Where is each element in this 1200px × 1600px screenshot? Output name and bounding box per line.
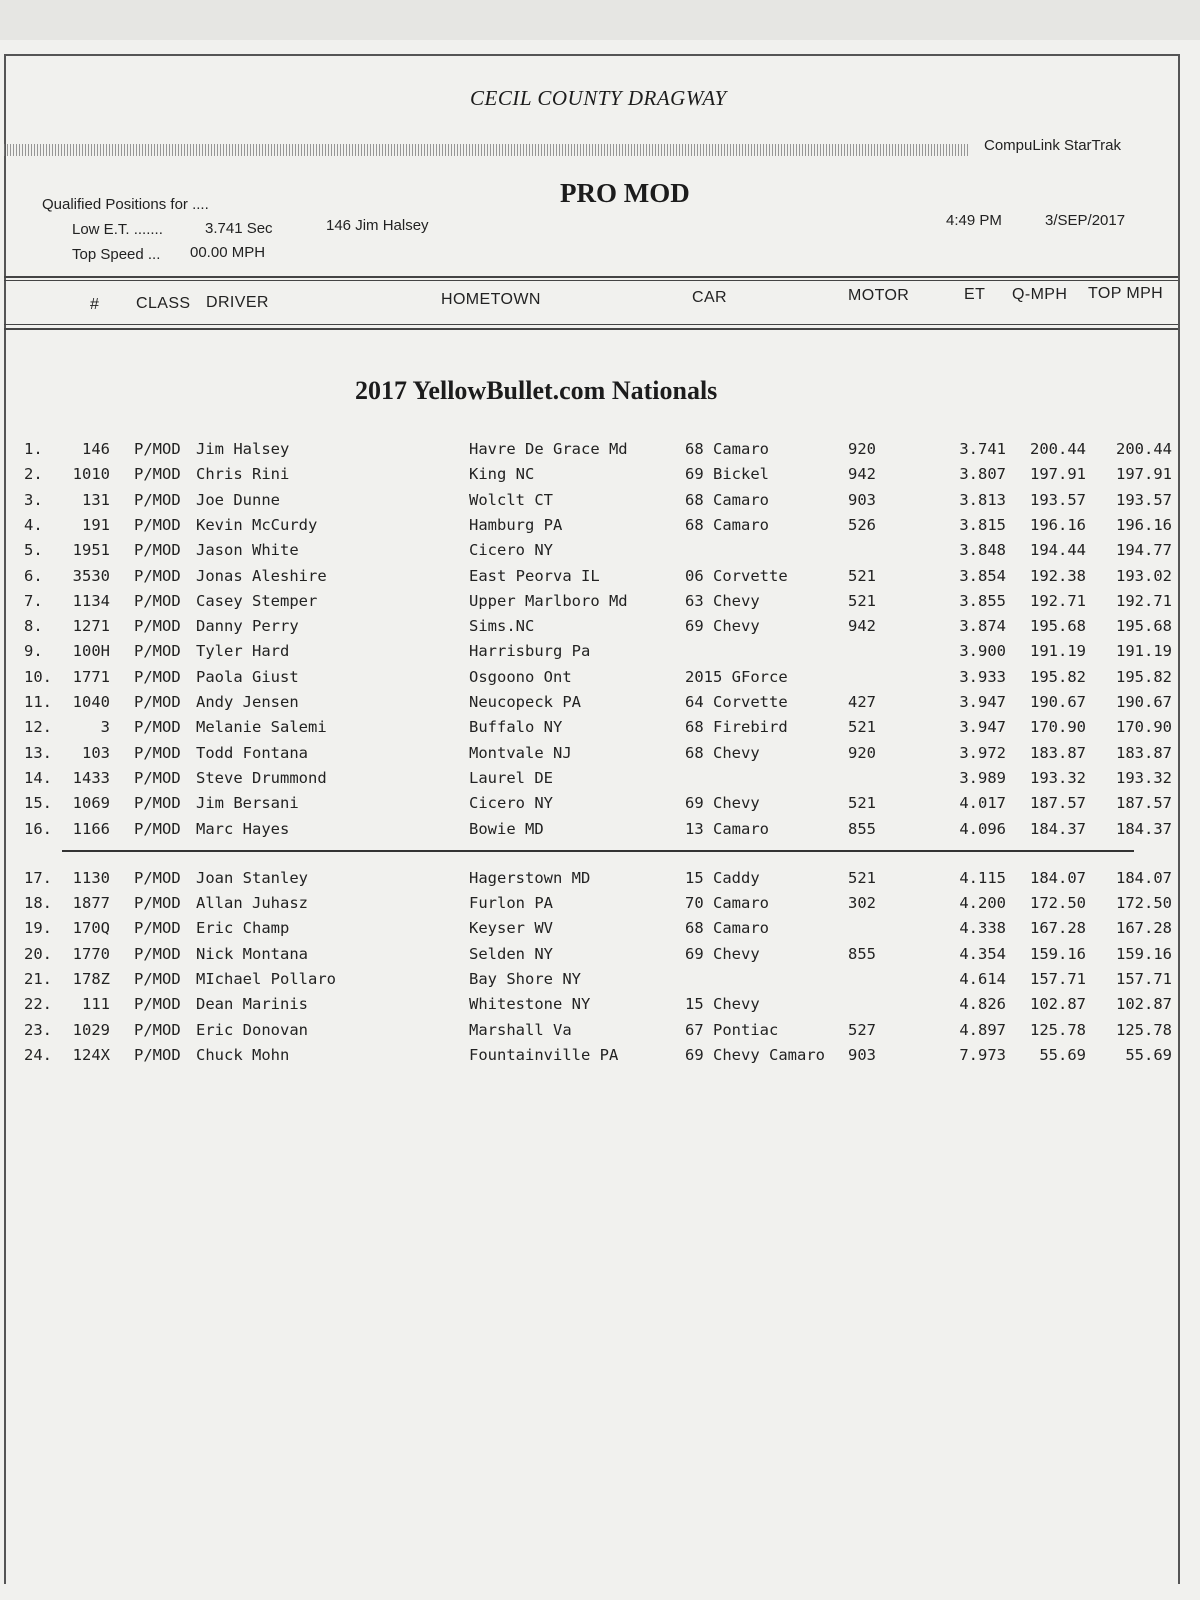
cell-car-number: 111 [82, 995, 110, 1014]
cell-hometown: Furlon PA [469, 894, 553, 913]
cell-class: P/MOD [134, 642, 181, 661]
cell-elapsed-time: 4.096 [959, 819, 1006, 838]
cell-hometown: Hagerstown MD [469, 868, 591, 887]
report-time: 4:49 PM [946, 212, 1002, 229]
cell-position: 23. [24, 1020, 52, 1039]
cell-motor: 521 [848, 591, 876, 610]
cell-class: P/MOD [134, 617, 181, 636]
cell-driver: Joe Dunne [196, 490, 280, 509]
cell-elapsed-time: 4.614 [959, 970, 1006, 988]
cell-car: 69 Chevy [685, 944, 760, 963]
top-speed-value: 00.00 MPH [190, 244, 266, 261]
cell-elapsed-time: 3.947 [959, 718, 1006, 737]
table-row [0, 642, 1200, 667]
cell-driver: Eric Champ [196, 919, 290, 938]
cell-class: P/MOD [134, 490, 181, 509]
col-header-motor: MOTOR [848, 287, 910, 304]
header-rule-bottom [4, 328, 1178, 330]
cell-top-mph: 170.90 [1116, 718, 1172, 737]
cell-elapsed-time: 4.017 [959, 794, 1006, 813]
cell-car: 68 Camaro [685, 515, 769, 534]
cell-driver: Chuck Mohn [196, 1045, 290, 1064]
cell-car: 68 Camaro [685, 490, 769, 509]
cell-driver: Casey Stemper [196, 591, 318, 610]
cell-driver: Tyler Hard [196, 642, 290, 661]
cell-class: P/MOD [134, 995, 181, 1014]
cell-position: 8. [24, 617, 43, 636]
cell-car-number: 1010 [72, 465, 110, 484]
cell-qualifying-mph: 191.19 [1030, 642, 1086, 661]
cell-driver: Jim Halsey [196, 440, 290, 458]
header-rule-top-thin [4, 280, 1178, 281]
cell-motor: 920 [848, 743, 876, 762]
cell-class: P/MOD [134, 718, 181, 737]
cell-qualifying-mph: 183.87 [1030, 743, 1086, 762]
cell-car-number: 1271 [72, 617, 110, 636]
col-header-top-mph: TOP MPH [1088, 285, 1164, 302]
qualifying-cutline [62, 850, 1134, 852]
table-row [0, 440, 1200, 465]
table-row [0, 1046, 1200, 1071]
cell-position: 2. [24, 465, 43, 484]
table-row [0, 794, 1200, 819]
cell-driver: Allan Juhasz [196, 894, 308, 913]
cell-position: 20. [24, 944, 52, 963]
cell-elapsed-time: 4.897 [959, 1020, 1006, 1039]
col-header-number: # [90, 296, 100, 313]
cell-car: 69 Chevy [685, 794, 760, 813]
cell-top-mph: 190.67 [1116, 693, 1172, 711]
cell-hometown: East Peorva IL [469, 566, 600, 585]
cell-hometown: Cicero NY [469, 541, 553, 560]
cell-motor: 526 [848, 515, 876, 534]
cell-hometown: Selden NY [469, 944, 553, 963]
col-header-et: ET [964, 286, 986, 303]
table-row [0, 491, 1200, 516]
cell-position: 15. [24, 794, 52, 813]
cell-motor: 527 [848, 1020, 876, 1039]
cell-top-mph: 200.44 [1116, 440, 1172, 458]
table-row [0, 718, 1200, 743]
cell-motor: 855 [848, 944, 876, 963]
cell-position: 21. [24, 970, 52, 988]
cell-hometown: Neucopeck PA [469, 693, 581, 711]
cell-qualifying-mph: 172.50 [1030, 894, 1086, 913]
cell-car-number: 124X [72, 1045, 110, 1064]
cell-top-mph: 196.16 [1116, 515, 1172, 534]
cell-class: P/MOD [134, 591, 181, 610]
cell-driver: Eric Donovan [196, 1020, 308, 1039]
cell-class: P/MOD [134, 794, 181, 813]
cell-position: 9. [24, 642, 43, 661]
table-row [0, 541, 1200, 566]
table-row [0, 668, 1200, 693]
cell-top-mph: 102.87 [1116, 995, 1172, 1014]
cell-car: 69 Chevy [685, 617, 760, 636]
cell-motor: 521 [848, 718, 876, 737]
cell-qualifying-mph: 170.90 [1030, 718, 1086, 737]
cell-position: 5. [24, 541, 43, 560]
cell-driver: Jim Bersani [196, 794, 299, 813]
cell-class: P/MOD [134, 894, 181, 913]
cell-position: 4. [24, 515, 43, 534]
class-title: PRO MOD [560, 178, 690, 208]
cell-position: 19. [24, 919, 52, 938]
cell-driver: Kevin McCurdy [196, 515, 318, 534]
cell-qualifying-mph: 159.16 [1030, 944, 1086, 963]
col-header-driver: DRIVER [206, 294, 269, 311]
cell-qualifying-mph: 193.32 [1030, 768, 1086, 787]
dotted-divider [4, 144, 970, 156]
table-row [0, 567, 1200, 592]
top-speed-label: Top Speed ... [72, 246, 161, 263]
cell-top-mph: 183.87 [1116, 743, 1172, 762]
cell-top-mph: 125.78 [1116, 1020, 1172, 1039]
cell-motor: 903 [848, 490, 876, 509]
cell-position: 13. [24, 743, 52, 762]
cell-driver: Paola Giust [196, 667, 299, 686]
table-row [0, 617, 1200, 642]
cell-motor: 942 [848, 465, 876, 484]
cell-elapsed-time: 3.855 [959, 591, 1006, 610]
cell-car: 13 Camaro [685, 819, 769, 838]
cell-car-number: 178Z [72, 970, 110, 988]
cell-hometown: Hamburg PA [469, 515, 563, 534]
cell-car-number: 1951 [72, 541, 110, 560]
cell-car: 68 Firebird [685, 718, 788, 737]
cell-class: P/MOD [134, 944, 181, 963]
cell-class: P/MOD [134, 693, 181, 711]
cell-class: P/MOD [134, 868, 181, 887]
cell-car-number: 3530 [72, 566, 110, 585]
table-row [0, 820, 1200, 845]
cell-top-mph: 55.69 [1125, 1045, 1172, 1064]
cell-qualifying-mph: 125.78 [1030, 1020, 1086, 1039]
cell-hometown: Marshall Va [469, 1020, 572, 1039]
cell-position: 12. [24, 718, 52, 737]
cell-qualifying-mph: 157.71 [1030, 970, 1086, 988]
cell-motor: 521 [848, 868, 876, 887]
cell-car-number: 1069 [72, 794, 110, 813]
cell-car-number: 1040 [72, 693, 110, 711]
cell-class: P/MOD [134, 919, 181, 938]
cell-car-number: 1770 [72, 944, 110, 963]
table-row [0, 1021, 1200, 1046]
cell-motor: 521 [848, 794, 876, 813]
cell-elapsed-time: 7.973 [959, 1045, 1006, 1064]
cell-car: 15 Caddy [685, 868, 760, 887]
cell-qualifying-mph: 194.44 [1030, 541, 1086, 560]
col-header-hometown: HOMETOWN [441, 291, 541, 308]
col-header-class: CLASS [136, 295, 191, 312]
cell-position: 18. [24, 894, 52, 913]
cell-top-mph: 195.68 [1116, 617, 1172, 636]
cell-top-mph: 193.57 [1116, 490, 1172, 509]
cell-hometown: Bowie MD [469, 819, 544, 838]
col-header-qmph: Q-MPH [1012, 286, 1068, 303]
low-et-holder: 146 Jim Halsey [326, 217, 429, 234]
cell-top-mph: 184.07 [1116, 868, 1172, 887]
cell-car-number: 103 [82, 743, 110, 762]
table-row [0, 465, 1200, 490]
cell-hometown: Whitestone NY [469, 995, 591, 1014]
cell-driver: Melanie Salemi [196, 718, 327, 737]
header-rule-top [4, 276, 1178, 278]
cell-top-mph: 157.71 [1116, 970, 1172, 988]
cell-top-mph: 193.02 [1116, 566, 1172, 585]
cell-car: 68 Chevy [685, 743, 760, 762]
cell-driver: Jonas Aleshire [196, 566, 327, 585]
cell-elapsed-time: 4.200 [959, 894, 1006, 913]
cell-qualifying-mph: 187.57 [1030, 794, 1086, 813]
cell-elapsed-time: 3.813 [959, 490, 1006, 509]
cell-elapsed-time: 4.338 [959, 919, 1006, 938]
table-row [0, 516, 1200, 541]
cell-qualifying-mph: 192.71 [1030, 591, 1086, 610]
cell-class: P/MOD [134, 566, 181, 585]
cell-top-mph: 172.50 [1116, 894, 1172, 913]
cell-class: P/MOD [134, 541, 181, 560]
table-row [0, 995, 1200, 1020]
table-row [0, 693, 1200, 718]
cell-hometown: Bay Shore NY [469, 970, 581, 988]
table-row [0, 919, 1200, 944]
cell-hometown: Buffalo NY [469, 718, 563, 737]
header-rule-bottom-thin [4, 324, 1178, 325]
cell-qualifying-mph: 197.91 [1030, 465, 1086, 484]
cell-position: 7. [24, 591, 43, 610]
cell-car: 68 Camaro [685, 440, 769, 458]
cell-car-number: 1771 [72, 667, 110, 686]
cell-motor: 942 [848, 617, 876, 636]
report-date: 3/SEP/2017 [1045, 212, 1126, 229]
cell-motor: 920 [848, 440, 876, 458]
cell-class: P/MOD [134, 667, 181, 686]
cell-car: 06 Corvette [685, 566, 788, 585]
cell-position: 10. [24, 667, 52, 686]
cell-class: P/MOD [134, 1045, 181, 1064]
table-row [0, 970, 1200, 995]
low-et-value: 3.741 Sec [205, 220, 273, 237]
cell-qualifying-mph: 196.16 [1030, 515, 1086, 534]
cell-car-number: 131 [82, 490, 110, 509]
cell-class: P/MOD [134, 819, 181, 838]
cell-class: P/MOD [134, 970, 181, 988]
cell-driver: MIchael Pollaro [196, 970, 336, 988]
cell-car-number: 100H [72, 642, 110, 661]
cell-car: 64 Corvette [685, 693, 788, 711]
cell-position: 11. [24, 693, 52, 711]
cell-driver: Joan Stanley [196, 868, 308, 887]
cell-position: 3. [24, 490, 43, 509]
cell-car-number: 1877 [72, 894, 110, 913]
cell-elapsed-time: 4.354 [959, 944, 1006, 963]
cell-motor: 427 [848, 693, 876, 711]
cell-top-mph: 195.82 [1116, 667, 1172, 686]
cell-car: 70 Camaro [685, 894, 769, 913]
cell-position: 1. [24, 440, 43, 458]
cell-position: 24. [24, 1045, 52, 1064]
cell-driver: Jason White [196, 541, 299, 560]
table-row [0, 744, 1200, 769]
cell-elapsed-time: 3.947 [959, 693, 1006, 711]
cell-motor: 855 [848, 819, 876, 838]
cell-elapsed-time: 3.874 [959, 617, 1006, 636]
cell-car-number: 1134 [72, 591, 110, 610]
cell-elapsed-time: 3.989 [959, 768, 1006, 787]
cell-top-mph: 167.28 [1116, 919, 1172, 938]
cell-hometown: Laurel DE [469, 768, 553, 787]
cell-qualifying-mph: 55.69 [1039, 1045, 1086, 1064]
cell-motor: 903 [848, 1045, 876, 1064]
cell-car-number: 1433 [72, 768, 110, 787]
cell-car: 2015 GForce [685, 667, 788, 686]
cell-driver: Dean Marinis [196, 995, 308, 1014]
cell-qualifying-mph: 184.37 [1030, 819, 1086, 838]
cell-hometown: Fountainville PA [469, 1045, 619, 1064]
cell-class: P/MOD [134, 515, 181, 534]
cell-driver: Danny Perry [196, 617, 299, 636]
cell-elapsed-time: 3.933 [959, 667, 1006, 686]
cell-class: P/MOD [134, 1020, 181, 1039]
cell-qualifying-mph: 192.38 [1030, 566, 1086, 585]
cell-top-mph: 191.19 [1116, 642, 1172, 661]
cell-hometown: Sims.NC [469, 617, 535, 636]
cell-motor: 302 [848, 894, 876, 913]
cell-driver: Marc Hayes [196, 819, 290, 838]
cell-qualifying-mph: 167.28 [1030, 919, 1086, 938]
cell-car: 69 Bickel [685, 465, 769, 484]
cell-top-mph: 197.91 [1116, 465, 1172, 484]
cell-car-number: 1029 [72, 1020, 110, 1039]
cell-car: 63 Chevy [685, 591, 760, 610]
cell-driver: Steve Drummond [196, 768, 327, 787]
cell-car-number: 170Q [72, 919, 110, 938]
table-row [0, 894, 1200, 919]
cell-qualifying-mph: 200.44 [1030, 440, 1086, 458]
cell-car-number: 146 [82, 440, 110, 458]
cell-hometown: Wolclt CT [469, 490, 553, 509]
cell-position: 6. [24, 566, 43, 585]
cell-elapsed-time: 3.741 [959, 440, 1006, 458]
cell-elapsed-time: 4.826 [959, 995, 1006, 1014]
cell-top-mph: 194.77 [1116, 541, 1172, 560]
cell-hometown: Havre De Grace Md [469, 440, 628, 458]
cell-qualifying-mph: 195.68 [1030, 617, 1086, 636]
table-row [0, 945, 1200, 970]
event-title: 2017 YellowBullet.com Nationals [355, 376, 718, 405]
cell-car: 69 Chevy Camaro [685, 1045, 825, 1064]
cell-elapsed-time: 4.115 [959, 868, 1006, 887]
cell-elapsed-time: 3.972 [959, 743, 1006, 762]
cell-qualifying-mph: 195.82 [1030, 667, 1086, 686]
cell-driver: Nick Montana [196, 944, 308, 963]
cell-qualifying-mph: 102.87 [1030, 995, 1086, 1014]
table-row [0, 769, 1200, 794]
cell-class: P/MOD [134, 440, 181, 458]
cell-hometown: Cicero NY [469, 794, 553, 813]
system-name: CompuLink StarTrak [984, 137, 1121, 154]
cell-elapsed-time: 3.854 [959, 566, 1006, 585]
cell-position: 14. [24, 768, 52, 787]
cell-class: P/MOD [134, 768, 181, 787]
cell-hometown: Upper Marlboro Md [469, 591, 628, 610]
cell-car-number: 1130 [72, 868, 110, 887]
col-header-car: CAR [692, 289, 727, 306]
cell-top-mph: 184.37 [1116, 819, 1172, 838]
low-et-label: Low E.T. ....... [72, 221, 163, 238]
cell-elapsed-time: 3.815 [959, 515, 1006, 534]
cell-car: 67 Pontiac [685, 1020, 779, 1039]
cell-hometown: Osgoono Ont [469, 667, 572, 686]
cell-position: 22. [24, 995, 52, 1014]
cell-car-number: 191 [82, 515, 110, 534]
table-row [0, 869, 1200, 894]
cell-top-mph: 192.71 [1116, 591, 1172, 610]
track-name: CECIL COUNTY DRAGWAY [470, 86, 727, 110]
cell-class: P/MOD [134, 743, 181, 762]
cell-driver: Chris Rini [196, 465, 290, 484]
cell-qualifying-mph: 193.57 [1030, 490, 1086, 509]
cell-top-mph: 159.16 [1116, 944, 1172, 963]
cell-elapsed-time: 3.848 [959, 541, 1006, 560]
cell-car-number: 3 [100, 718, 110, 737]
cell-qualifying-mph: 190.67 [1030, 693, 1086, 711]
table-row [0, 592, 1200, 617]
cell-driver: Andy Jensen [196, 693, 299, 711]
cell-car: 15 Chevy [685, 995, 760, 1014]
qualified-label: Qualified Positions for .... [42, 196, 209, 213]
cell-hometown: Harrisburg Pa [469, 642, 591, 661]
cell-qualifying-mph: 184.07 [1030, 868, 1086, 887]
cell-hometown: Keyser WV [469, 919, 553, 938]
cell-top-mph: 187.57 [1116, 794, 1172, 813]
cell-top-mph: 193.32 [1116, 768, 1172, 787]
cell-elapsed-time: 3.900 [959, 642, 1006, 661]
cell-driver: Todd Fontana [196, 743, 308, 762]
cell-class: P/MOD [134, 465, 181, 484]
cell-car: 68 Camaro [685, 919, 769, 938]
cell-car-number: 1166 [72, 819, 110, 838]
cell-elapsed-time: 3.807 [959, 465, 1006, 484]
cell-hometown: King NC [469, 465, 535, 484]
cell-position: 16. [24, 819, 52, 838]
cell-position: 17. [24, 868, 52, 887]
cell-hometown: Montvale NJ [469, 743, 572, 762]
cell-motor: 521 [848, 566, 876, 585]
